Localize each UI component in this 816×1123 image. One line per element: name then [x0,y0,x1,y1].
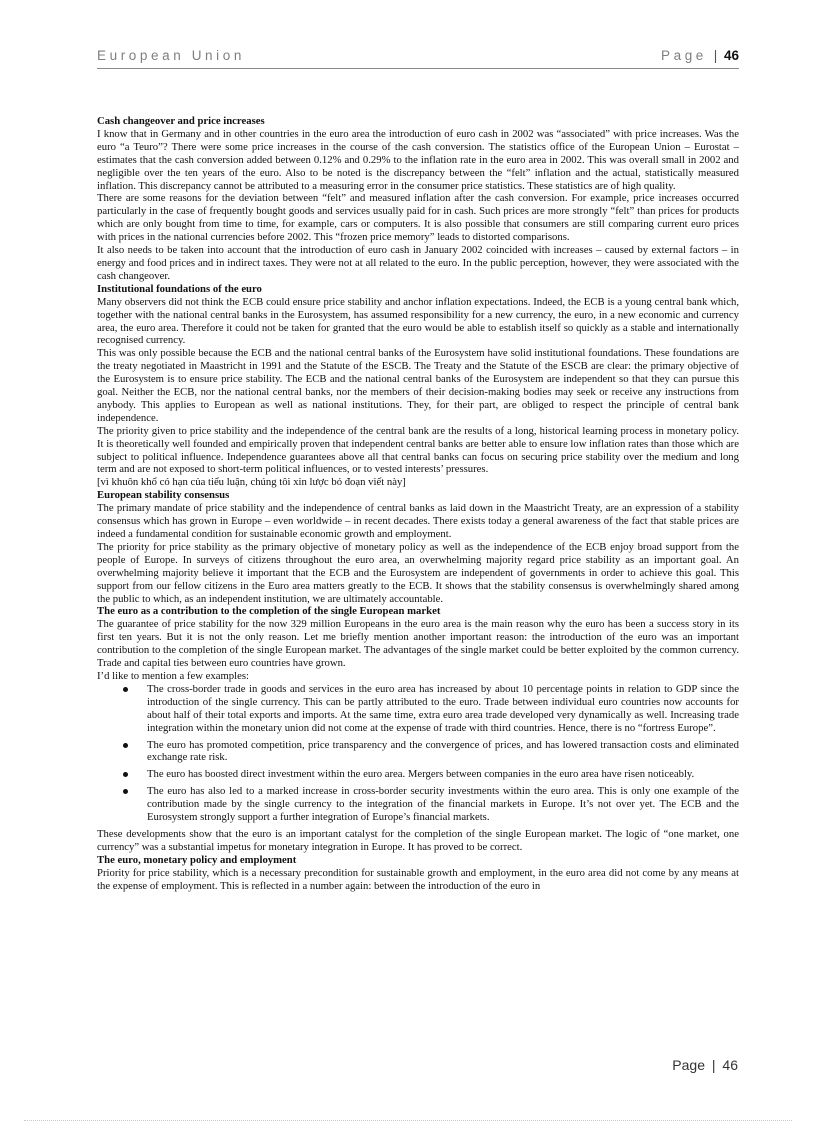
paragraph: The primary mandate of price stability and the independence of central banks as laid down in the Maastricht Treaty, are an expression of a stability consensus which has grown in Europe – even worldwide – in recent decades. There exists today a general awareness of the fact that stable prices are indeed a fundamental condition for sustainable economic growth and employment. [97,502,739,540]
section-heading-stability-consensus: European stability consensus [97,489,230,502]
paragraph: The priority for price stability as the primary objective of monetary policy as well as the independence of the ECB enjoy broad support from the people of Europe. In surveys of citizens throughout the euro area, an overwhelming majority regard price stability as an important goal. An overwhelming majority believe it important that the ECB and the Eurosystem are independent of governments in order to achieve this goal. This support from our fellow citizens in the Euro area matters greatly to the ECB. It shows that the stability consensus is overwhelmingly shared among the public to which, as an independent institution, we are ultimately accountable. [97,540,739,605]
section-heading-monetary-policy-employment: The euro, monetary policy and employment [97,853,297,866]
bullet-list [97,683,739,824]
bullet-item: The euro has promoted competition, price transparency and the convergence of prices, and has lowered transaction costs and eliminated exchange rate risk. [147,738,739,764]
footer-page-label: Page [672,1057,705,1073]
section-heading-cash-changeover: Cash changeover and price increases [97,115,265,127]
paragraph: I know that in Germany and in other countries in the euro area the introduction of euro cash in 2002 was “associated” with price increases. Was the euro “a Teuro”? There were some price increases in the course of the cash conversion. The statistics office of the European Union – Eurostat – estimates that the cash conversion added between 0.12% and 0.29% to the inflation rate in the euro area in 2002. This was overall small in 2002 and negligible over the ten years of the euro. Also to be noted is the discrepancy between the “felt” inflation and the actual, statistically measured inflation. This discrepancy cannot be attributed to a measuring error in the consumer price statistics. These statistics are of high quality. [97,127,739,192]
paragraph: The priority given to price stability and the independence of the central bank are the results of a long, historical learning process in monetary policy. It is theoretically well founded and empirically proven that independent central banks are better able to ensure low inflation rates than those which are subject to political influence. Independence guarantees above all that central banks can focus on securing price stability over the medium and long term and are not exposed to short-term political influences, or to vested interests’ pressures. [97,424,739,476]
paragraph: The guarantee of price stability for the now 329 million Europeans in the euro area is the main reason why the euro has been a success story in its first ten years. But it is not the only reason. Let me briefly mention another important reason: the introduction of the euro was an important contribution to the completion of the single European market. The advantages of the single market could be better exploited by the common currency. Trade and capital ties between euro countries have grown. [97,618,739,670]
paragraph: Priority for price stability, which is a necessary precondition for sustainable growth and employment, in the euro area did not come by any means at the expense of employment. This is reflected in a number again: between the introduction of the euro in [97,866,739,892]
paragraph: Many observers did not think the ECB could ensure price stability and anchor inflation expectations. Indeed, the ECB is a young central bank which, together with the national central banks in the Eurosystem, has assumed responsibility for a new currency, the euro, in a new economic and currency area, the euro area. Therefore it could not be taken for granted that the euro would be able to establish itself so quickly as a stable and internationally recognised currency. [97,295,739,347]
document-body [97,115,739,892]
paragraph: I’d like to mention a few examples: [97,669,249,682]
bullet-item: The euro has also led to a marked increase in cross-border security investments within the euro area. This is only one example of the contribution made by the single currency to the integration of the financial markets in Europe. It’s not over yet. The ECB and the Eurosystem strongly support a further integration of Europe’s financial markets. [147,785,739,824]
paragraph: This was only possible because the ECB and the national central banks of the Eurosystem have solid institutional foundations. These foundations are the treaty negotiated in Maastricht in 1991 and the Statute of the ESCB. The Treaty and the Statute of the ESCB are clear: the primary objective of the Eurosystem is to ensure price stability. The ECB and the national central banks of the Eurosystem are independent so that they can pursue this goal. Neither the ECB, nor the national central banks, nor the members of their decision-making bodies may seek or receive any instructions from anybody. This applies to European as well as national institutions. They, for their part, are obliged to respect the principle of central bank independence. [97,347,739,424]
header-page-label: Page [660,48,707,63]
header-page-number: 46 [723,48,739,63]
page-footer [672,1057,738,1073]
header-title: European Union [97,48,245,63]
section-heading-single-market: The euro as a contribution to the completion of the single European market [97,605,441,618]
section-heading-institutional-foundations: Institutional foundations of the euro [97,282,262,295]
editor-note: [vì khuôn khổ có hạn của tiểu luận, chúng tôi xin lược bỏ đoạn viết này] [97,476,406,489]
paragraph: There are some reasons for the deviation between “felt” and measured inflation after the cash conversion. For example, price increases occurred particularly in the case of frequently bought goods and services usually paid for in cash. Such prices are more strongly “felt” than prices for products which are only bought from time to time, for example, cars or computers. It is also possible that consumers are still comparing current euro prices with prices in the national currencies before 2002. This “frozen price memory” leads to distorted comparisons. [97,192,739,244]
header-separator: | [713,48,718,63]
footer-separator: | [711,1057,716,1073]
paragraph: It also needs to be taken into account that the introduction of euro cash in January 2002 coincided with increases – caused by external factors – in energy and food prices and in indirect taxes. They were not at all related to the euro. In the public perception, however, they were associated with the cash changeover. [97,244,739,282]
page-bottom-rule [24,1120,792,1121]
bullet-item: The euro has boosted direct investment within the euro area. Mergers between companies in the euro area have risen noticeably. [147,768,739,781]
footer-page-number: 46 [722,1057,738,1073]
paragraph: These developments show that the euro is an important catalyst for the completion of the single European market. The logic of “one market, one currency” was a substantial impetus for monetary integration in Europe. It has proved to be correct. [97,827,739,853]
page-header [97,48,739,69]
bullet-item: The cross-border trade in goods and services in the euro area has increased by about 10 percentage points in relation to GDP since the introduction of the single currency. This can be partly attributed to the euro. Trade between individual euro countries now accounts for about half of their total exports and imports. At the same time, extra euro area trade developed very dynamically as well. Increasing trade integration within the monetary union did not come at the expense of trade with third countries. Hence, there is no “fortress Europe”. [147,682,739,734]
header-page-indicator [661,48,739,63]
